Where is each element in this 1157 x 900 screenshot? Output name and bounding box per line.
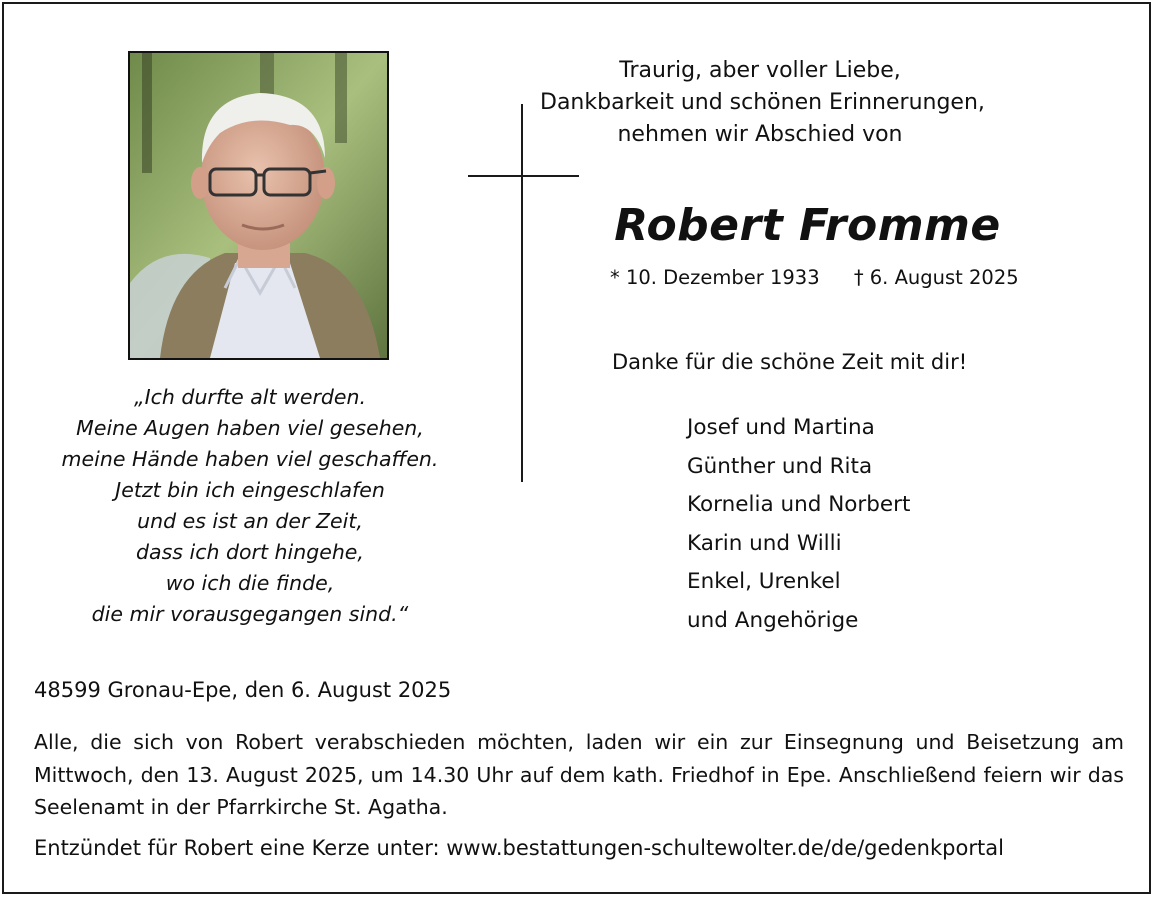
- deceased-name: Robert Fromme: [614, 200, 1001, 251]
- place-date: 48599 Gronau-Epe, den 6. August 2025: [34, 678, 452, 702]
- quote-line: meine Hände haben viel geschaffen.: [61, 447, 439, 471]
- cross-icon-horizontal: [468, 175, 579, 177]
- family-entry: Enkel, Urenkel: [687, 569, 841, 594]
- intro-text: [540, 55, 985, 151]
- family-entry: Günther und Rita: [687, 453, 873, 479]
- intro-line: Traurig, aber voller Liebe,: [619, 58, 901, 83]
- death-date: † 6. August 2025: [853, 266, 1019, 289]
- invitation-text: Alle, die sich von Robert verabschieden möchten, laden wir ein zur Einsegnung und Beisetzung am Mittwoch, den 13. August 2025, um 14.30 Uhr auf dem kath. Friedhof in Epe. Anschließend feiern wir das Seelenamt in der Pfarrkirche St. Agatha.: [34, 730, 1124, 819]
- quote-line: dass ich dort hingehe,: [136, 540, 364, 564]
- quote-line: Jetzt bin ich eingeschlafen: [115, 478, 385, 502]
- quote-line: Meine Augen haben viel gesehen,: [76, 416, 424, 440]
- cross-icon-vertical: [521, 104, 523, 482]
- farewell-quote: [30, 382, 470, 630]
- birth-date: * 10. Dezember 1933: [610, 266, 820, 289]
- family-list: [687, 409, 910, 640]
- intro-line: Dankbarkeit und schönen Erinnerungen,: [540, 90, 985, 115]
- family-entry: Karin und Willi: [687, 530, 842, 556]
- life-dates: [610, 266, 1019, 289]
- intro-line: nehmen wir Abschied von: [617, 122, 903, 147]
- quote-line: die mir vorausgegangen sind.“: [91, 602, 409, 626]
- family-entry: Josef und Martina: [687, 415, 875, 440]
- thanks-line: Danke für die schöne Zeit mit dir!: [612, 350, 968, 374]
- family-entry: und Angehörige: [687, 607, 859, 633]
- candle-portal-text: Entzündet für Robert eine Kerze unter: www.bestattungen-schultewolter.de/de/gedenkportal: [34, 836, 1004, 860]
- portrait-photo: [128, 51, 389, 360]
- family-entry: Kornelia und Norbert: [687, 492, 911, 517]
- quote-line: „Ich durfte alt werden.: [133, 385, 367, 409]
- quote-line: wo ich die finde,: [165, 571, 335, 595]
- quote-line: und es ist an der Zeit,: [137, 509, 363, 533]
